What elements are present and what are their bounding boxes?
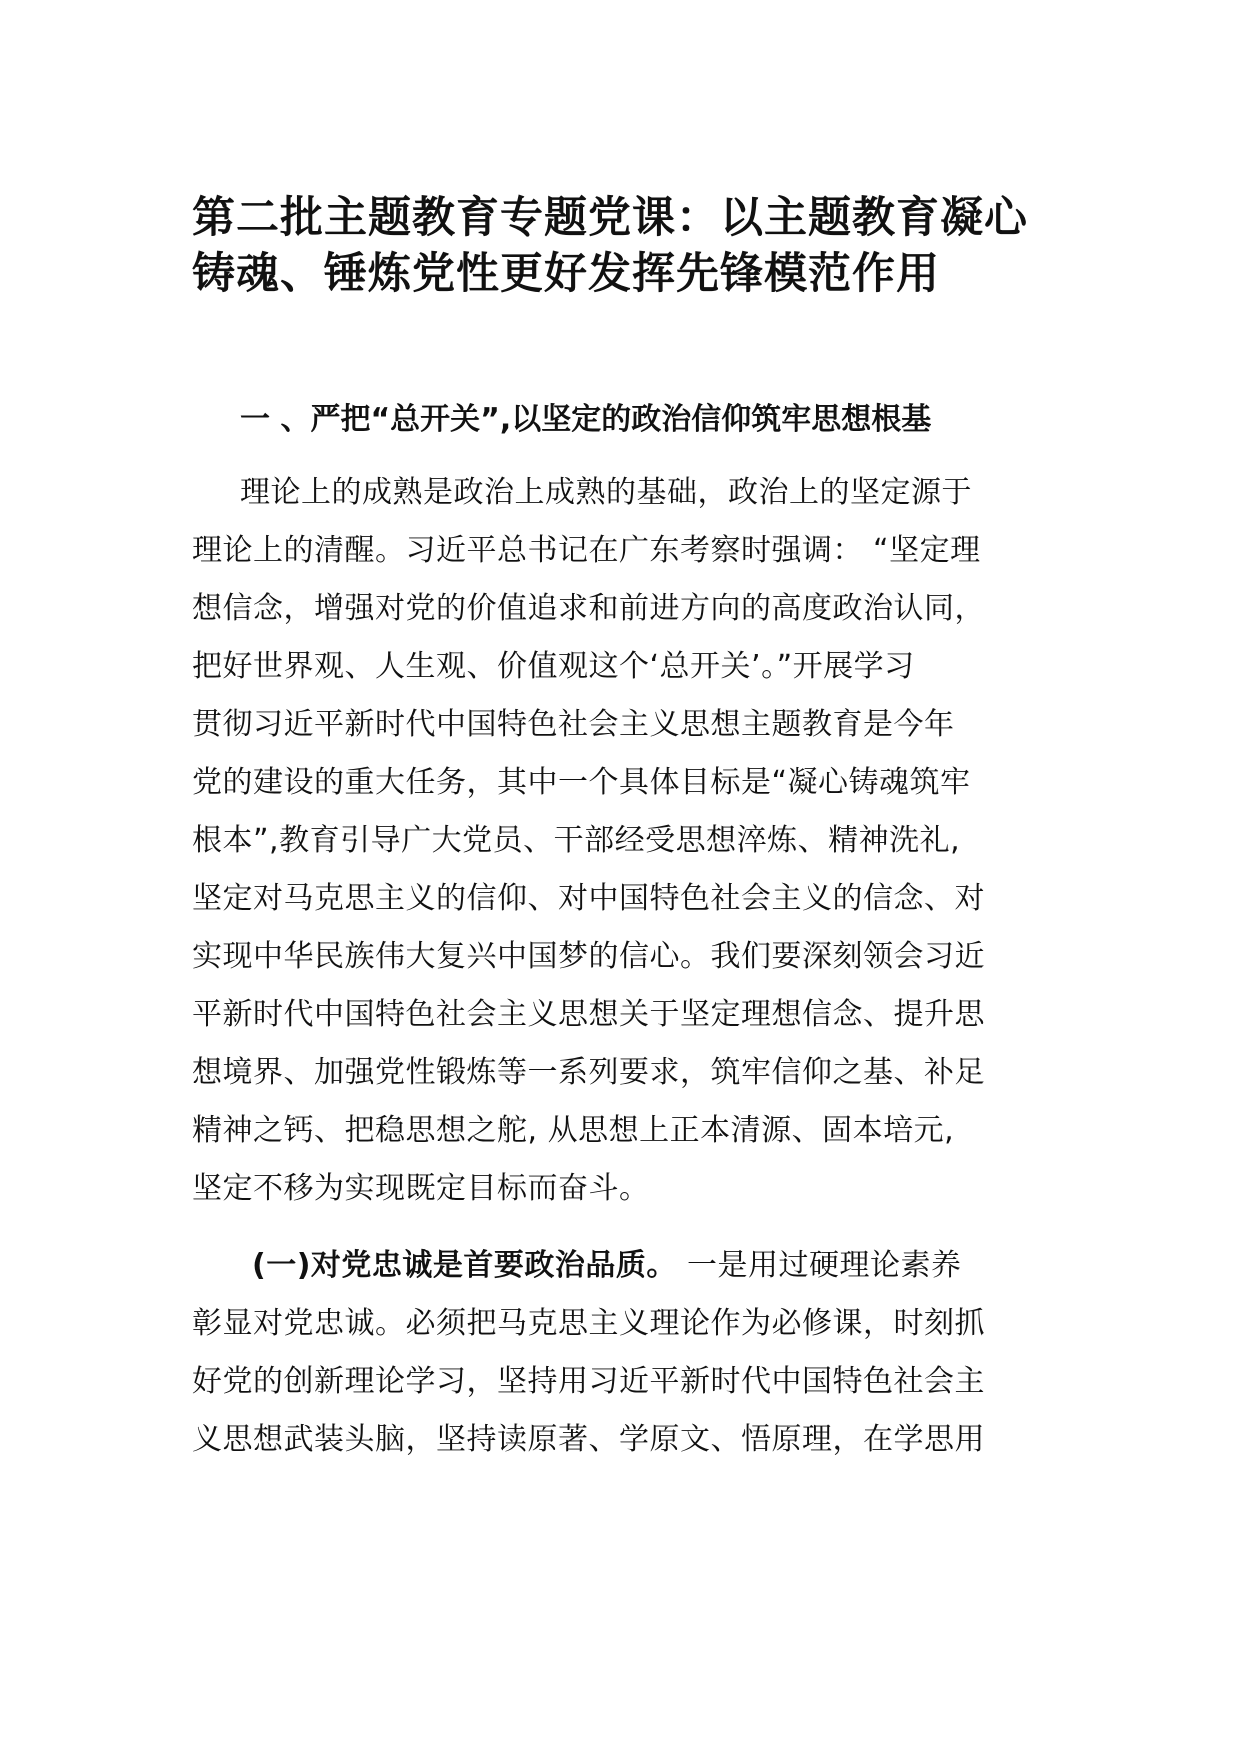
- paragraph-line: 义思想武装头脑，坚持读原著、学原文、悟原理，在学思用: [192, 1422, 985, 1457]
- paragraph-line: 平新时代中国特色社会主义思想关于坚定理想信念、提升思: [192, 997, 985, 1032]
- paragraph-line: 根本”,教育引导广大党员、干部经受思想淬炼、精神洗礼,: [192, 823, 961, 858]
- paragraph-line: 坚定对马克思主义的信仰、对中国特色社会主义的信念、对: [192, 881, 985, 916]
- paragraph-line: 好党的创新理论学习，坚持用习近平新时代中国特色社会主: [192, 1364, 985, 1399]
- title-line: 铸魂、锤炼党性更好发挥先锋模范作用: [192, 249, 940, 299]
- paragraph-line: [192, 1237, 985, 1295]
- paragraph-line: 党的建设的重大任务，其中一个具体目标是“凝心铸魂筑牢: [192, 765, 971, 800]
- paragraph-line: 想境界、加强党性锻炼等一系列要求，筑牢信仰之基、补足: [192, 1055, 985, 1090]
- body-paragraph: [192, 464, 985, 1218]
- paragraph-line: 彰显对党忠诚。必须把马克思主义理论作为必修课，时刻抓: [192, 1306, 985, 1341]
- paragraph-text: 一是用过硬理论素养: [676, 1248, 962, 1283]
- title-line: 第二批主题教育专题党课：以主题教育凝心: [192, 193, 1028, 243]
- body-paragraph: [192, 1237, 985, 1469]
- subsection-heading: (一)对党忠诚是首要政治品质。: [252, 1248, 677, 1283]
- paragraph-line: 实现中华民族伟大复兴中国梦的信心。我们要深刻领会习近: [192, 939, 985, 974]
- paragraph-line: 理论上的成熟是政治上成熟的基础，政治上的坚定源于: [240, 475, 972, 510]
- paragraph-line: 把好世界观、人生观、价值观这个‘总开关’。”开展学习: [192, 649, 915, 684]
- paragraph-line: 精神之钙、把稳思想之舵, 从思想上正本清源、固本培元,: [192, 1113, 955, 1148]
- document-title: [192, 190, 1072, 302]
- paragraph-line: 贯彻习近平新时代中国特色社会主义思想主题教育是今年: [192, 707, 955, 742]
- paragraph-line: 坚定不移为实现既定目标而奋斗。: [192, 1171, 650, 1206]
- paragraph-line: 理论上的清醒。习近平总书记在广东考察时强调： “坚定理: [192, 533, 981, 568]
- section-heading: 一 、严把“总开关”,以坚定的政治信仰筑牢思想根基: [240, 402, 932, 437]
- paragraph-line: 想信念，增强对党的价值追求和前进方向的高度政治认同，: [192, 591, 985, 626]
